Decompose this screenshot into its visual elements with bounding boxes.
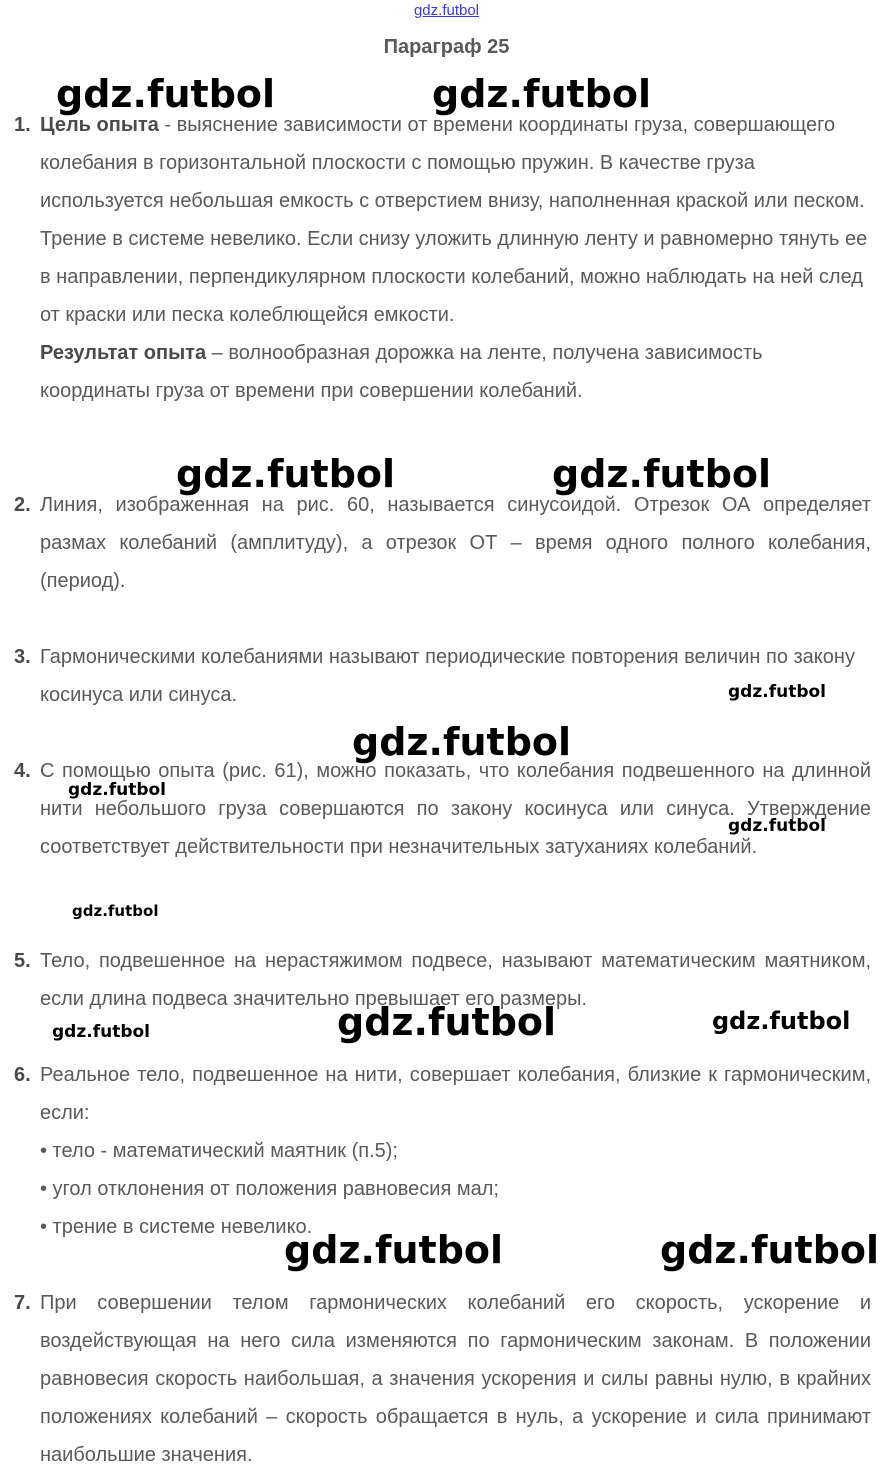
goal-label: Цель опыта bbox=[40, 114, 159, 136]
watermark: gdz.futbol bbox=[728, 816, 826, 836]
goal-text: - выяснение зависимости от времени координаты груза, совершающего колебания в горизонтальной плоскости с помощью пружин. В качестве груза используется небольшая емкость с отверстием внизу, наполненная краской или песком. Трение в системе невелико. Если снизу уложить длинную ленту и равномерно тянуть ее в направлении, перпендикулярном плоскости колебаний, можно наблюдать на ней след от краски или песка колеблющейся емкости. bbox=[40, 114, 868, 326]
item-text: Линия, изображенная на рис. 60, называется синусоидой. Отрезок ОА определяет размах колебаний (амплитуду), а отрезок ОТ – время одного полного колебания, (период). bbox=[40, 494, 871, 592]
item-text: Тело, подвешенное на нерастяжимом подвесе, называют математическим маятником, если длина подвеса значительно превышает его размеры. bbox=[40, 950, 871, 1010]
item-number: 1. bbox=[14, 114, 31, 136]
result-text: – волнообразная дорожка на ленте, получена зависимость координаты груза от времени при совершении колебаний. bbox=[40, 342, 763, 402]
item-number: 5. bbox=[14, 950, 31, 972]
list-item-6 bbox=[14, 1056, 871, 1246]
item-text: С помощью опыта (рис. 61), можно показать, что колебания подвешенного на длинной нити небольшого груза совершаются по закону косинуса или синуса. Утверждение соответствует действительности при незначительных затуханиях колебаний. bbox=[40, 760, 871, 858]
watermark: gdz.futbol bbox=[68, 780, 166, 800]
watermark: gdz.futbol bbox=[337, 1000, 557, 1044]
result-label: Результат опыта bbox=[40, 342, 207, 364]
watermark: gdz.futbol bbox=[660, 1228, 880, 1272]
item-body bbox=[40, 106, 871, 410]
watermark: gdz.futbol bbox=[352, 720, 572, 764]
watermark: gdz.futbol bbox=[52, 1022, 150, 1042]
list-item-3 bbox=[14, 638, 871, 714]
item-body bbox=[40, 486, 871, 600]
paragraph-goal bbox=[40, 106, 871, 334]
watermark: gdz.futbol bbox=[284, 1228, 504, 1272]
list-item-1 bbox=[14, 106, 871, 410]
bullet-item: • тело - математический маятник (п.5); bbox=[40, 1140, 398, 1162]
item-body bbox=[40, 1056, 871, 1246]
item-number: 2. bbox=[14, 494, 31, 516]
bullet-item: • угол отклонения от положения равновесия мал; bbox=[40, 1178, 499, 1200]
item-body bbox=[40, 752, 871, 866]
watermark: gdz.futbol bbox=[72, 902, 159, 920]
watermark: gdz.futbol bbox=[432, 72, 652, 116]
item-number: 6. bbox=[14, 1064, 31, 1086]
watermark: gdz.futbol bbox=[552, 452, 772, 496]
item-text: Реальное тело, подвешенное на нити, совершает колебания, близкие к гармоническим, если: bbox=[40, 1064, 871, 1124]
watermark: gdz.futbol bbox=[176, 452, 396, 496]
bullet-item: • трение в системе невелико. bbox=[40, 1216, 313, 1238]
watermark: gdz.futbol bbox=[56, 72, 276, 116]
watermark: gdz.futbol bbox=[728, 682, 826, 702]
page-title: Параграф 25 bbox=[383, 36, 510, 58]
list-item-4 bbox=[14, 752, 871, 866]
paragraph-result bbox=[40, 334, 871, 410]
site-link[interactable]: gdz.futbol bbox=[413, 2, 480, 19]
item-body bbox=[40, 1284, 871, 1474]
item-number: 7. bbox=[14, 1292, 31, 1314]
item-number: 3. bbox=[14, 646, 31, 668]
item-number: 4. bbox=[14, 760, 31, 782]
list-item-7 bbox=[14, 1284, 871, 1474]
item-text: Гармоническими колебаниями называют периодические повторения величин по закону косинуса или синуса. bbox=[40, 646, 855, 706]
watermark: gdz.futbol bbox=[712, 1007, 851, 1035]
item-body bbox=[40, 638, 871, 714]
list-item-2 bbox=[14, 486, 871, 600]
item-text: При совершении телом гармонических колебаний его скорость, ускорение и воздействующая на него сила изменяются по гармоническим законам. В положении равновесия скорость наибольшая, а значения ускорения и силы равны нулю, в крайних положениях колебаний – скорость обращается в нуль, а ускорение и сила принимают наибольшие значения. bbox=[40, 1292, 871, 1466]
